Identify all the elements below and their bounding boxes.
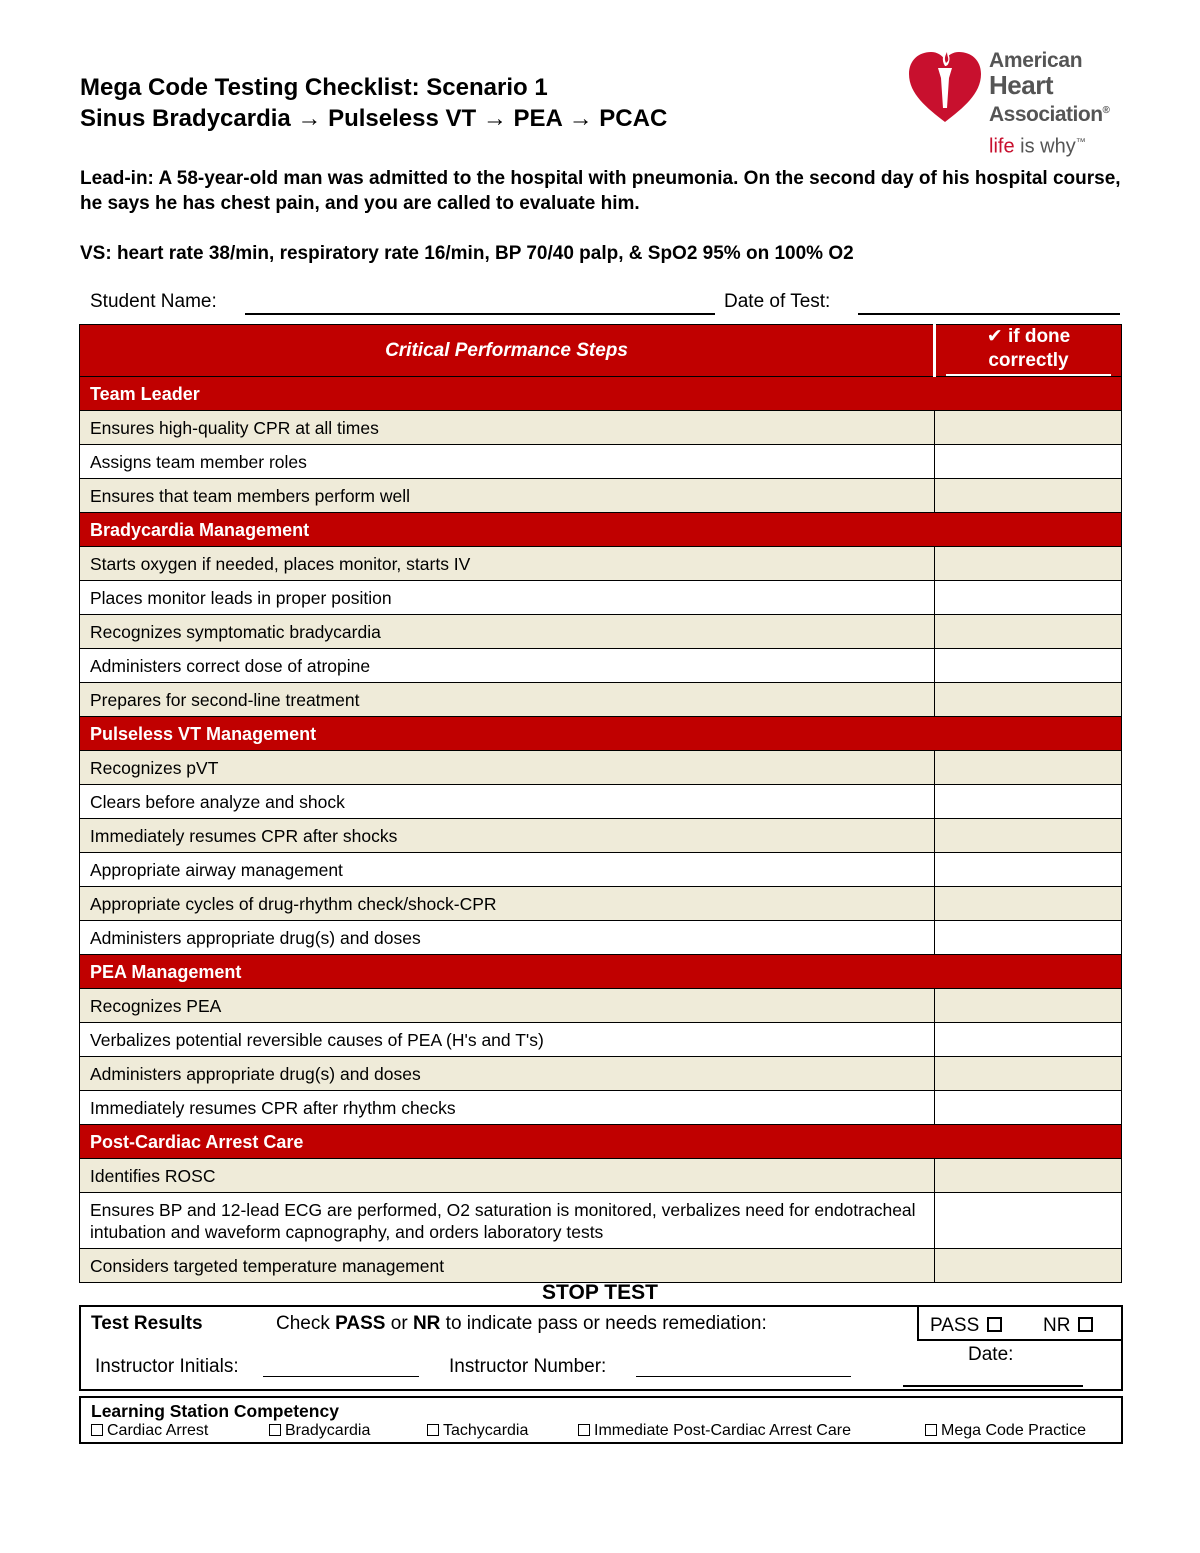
check-cell[interactable] [935, 479, 1122, 513]
table-row [80, 1249, 1122, 1283]
check-cell[interactable] [935, 1249, 1122, 1283]
step-label: Administers appropriate drug(s) and doses [80, 921, 935, 955]
check-cell[interactable] [935, 445, 1122, 479]
step-label: Appropriate airway management [80, 853, 935, 887]
checkbox-icon[interactable] [925, 1424, 937, 1436]
logo-registered-mark: ® [1102, 105, 1110, 116]
table-row [80, 751, 1122, 785]
section-header-row [80, 1125, 1122, 1159]
aha-logo [905, 38, 1130, 160]
pass-checkbox[interactable] [987, 1317, 1002, 1332]
logo-association-word: Association [989, 103, 1103, 126]
competency-option-label: Mega Code Practice [941, 1422, 1086, 1439]
section-header-row [80, 955, 1122, 989]
logo-trademark: ™ [1075, 137, 1086, 148]
logo-tagline-life: life [989, 135, 1015, 158]
date-label: Date: [968, 1344, 1014, 1365]
competency-option-post-cardiac-arrest-care[interactable] [578, 1421, 851, 1441]
instruction-pass: PASS [335, 1313, 386, 1334]
instructor-initials-field[interactable] [263, 1376, 419, 1377]
table-header-row [80, 325, 1122, 377]
step-label: Verbalizes potential reversible causes of PEA (H's and T's) [80, 1023, 935, 1057]
step-label: Clears before analyze and shock [80, 785, 935, 819]
check-header [935, 325, 1122, 377]
step-label: Ensures high-quality CPR at all times [80, 411, 935, 445]
competency-option-tachycardia[interactable] [427, 1421, 528, 1441]
checkbox-icon[interactable] [91, 1424, 103, 1436]
pass-label: PASS [930, 1315, 980, 1336]
table-row [80, 411, 1122, 445]
logo-text-american: American [989, 49, 1083, 72]
check-cell[interactable] [935, 1159, 1122, 1193]
step-label: Places monitor leads in proper position [80, 581, 935, 615]
table-row [80, 1193, 1122, 1249]
competency-option-cardiac-arrest[interactable] [91, 1421, 208, 1441]
heart-torch-icon [905, 38, 985, 128]
checkbox-icon[interactable] [427, 1424, 439, 1436]
check-cell[interactable] [935, 649, 1122, 683]
check-cell[interactable] [935, 819, 1122, 853]
table-row [80, 479, 1122, 513]
check-cell[interactable] [935, 751, 1122, 785]
competency-option-label: Tachycardia [443, 1422, 529, 1439]
instruction-nr: NR [412, 1313, 441, 1334]
table-row [80, 1057, 1122, 1091]
check-cell[interactable] [935, 1091, 1122, 1125]
critical-steps-header: Critical Performance Steps [80, 325, 935, 377]
checkbox-icon[interactable] [578, 1424, 590, 1436]
check-cell[interactable] [935, 989, 1122, 1023]
instructor-number-field[interactable] [636, 1376, 851, 1377]
check-cell[interactable] [935, 853, 1122, 887]
learning-station-competency-box [79, 1396, 1123, 1444]
title-line-1: Mega Code Testing Checklist: Scenario 1 [80, 74, 548, 101]
step-label: Prepares for second-line treatment [80, 683, 935, 717]
nr-label: NR [1043, 1315, 1071, 1336]
checklist-table [79, 324, 1122, 1283]
step-label: Considers targeted temperature management [80, 1249, 935, 1283]
table-row [80, 1159, 1122, 1193]
table-row [80, 1091, 1122, 1125]
logo-text-heart: Heart [989, 70, 1053, 100]
step-label: Starts oxygen if needed, places monitor, starts IV [80, 547, 935, 581]
check-cell[interactable] [935, 887, 1122, 921]
step-label: Assigns team member roles [80, 445, 935, 479]
instructor-initials-label: Instructor Initials: [95, 1356, 239, 1377]
table-row [80, 921, 1122, 955]
table-row [80, 989, 1122, 1023]
competency-option-label: Bradycardia [285, 1422, 371, 1439]
check-header-line-2: correctly [988, 350, 1069, 371]
instruction-part-1: Check [276, 1313, 336, 1334]
check-cell[interactable] [935, 1193, 1122, 1249]
step-label: Recognizes symptomatic bradycardia [80, 615, 935, 649]
table-row [80, 683, 1122, 717]
date-field[interactable] [903, 1385, 1083, 1387]
table-row [80, 547, 1122, 581]
table-row [80, 445, 1122, 479]
nr-option [1043, 1314, 1093, 1338]
step-label: Immediately resumes CPR after shocks [80, 819, 935, 853]
section-title: PEA Management [80, 955, 1122, 989]
section-title: Post-Cardiac Arrest Care [80, 1125, 1122, 1159]
check-header-line-1: ✔ if done [986, 326, 1071, 347]
table-row [80, 887, 1122, 921]
stop-test-heading: STOP TEST [542, 1281, 658, 1304]
step-label: Appropriate cycles of drug-rhythm check/shock-CPR [80, 887, 935, 921]
competency-option-mega-code-practice[interactable] [925, 1421, 1086, 1441]
step-label: Recognizes pVT [80, 751, 935, 785]
check-cell[interactable] [935, 581, 1122, 615]
check-cell[interactable] [935, 411, 1122, 445]
check-cell[interactable] [935, 547, 1122, 581]
test-results-box [79, 1305, 1123, 1391]
table-row [80, 819, 1122, 853]
pass-option [930, 1314, 1002, 1338]
step-label: Administers correct dose of atropine [80, 649, 935, 683]
section-title: Team Leader [80, 377, 1122, 411]
step-label: Identifies ROSC [80, 1159, 935, 1193]
table-row [80, 785, 1122, 819]
logo-tagline-rest: is why [1014, 135, 1076, 158]
student-name-label: Student Name: [90, 291, 217, 312]
test-results-instruction [276, 1312, 767, 1336]
logo-text-association [989, 100, 1109, 126]
logo-tagline [989, 132, 1086, 158]
check-cell[interactable] [935, 1023, 1122, 1057]
table-row [80, 649, 1122, 683]
table-row [80, 615, 1122, 649]
competency-option-bradycardia[interactable] [269, 1421, 370, 1441]
competency-option-label: Immediate Post-Cardiac Arrest Care [594, 1422, 851, 1439]
section-title: Pulseless VT Management [80, 717, 1122, 751]
check-cell[interactable] [935, 683, 1122, 717]
table-row [80, 581, 1122, 615]
check-cell[interactable] [935, 615, 1122, 649]
date-of-test-label: Date of Test: [724, 291, 831, 312]
section-header-row [80, 717, 1122, 751]
test-results-label: Test Results [91, 1313, 203, 1334]
checkbox-icon[interactable] [269, 1424, 281, 1436]
lead-in-text: Lead-in: A 58-year-old man was admitted to the hospital with pneumonia. On the second day of his hospital course, he says he has chest pain, and you are called to evaluate him. [80, 168, 1121, 214]
date-of-test-field[interactable] [858, 313, 1120, 315]
step-label: Recognizes PEA [80, 989, 935, 1023]
section-header-row [80, 513, 1122, 547]
competency-title: Learning Station Competency [91, 1401, 339, 1421]
page-title [80, 72, 667, 134]
table-row [80, 853, 1122, 887]
step-label: Administers appropriate drug(s) and doses [80, 1057, 935, 1091]
competency-option-label: Cardiac Arrest [107, 1422, 209, 1439]
vital-signs-text: VS: heart rate 38/min, respiratory rate 16/min, BP 70/40 palp, & SpO2 95% on 100% O2 [80, 243, 854, 264]
table-row [80, 1023, 1122, 1057]
step-label: Immediately resumes CPR after rhythm checks [80, 1091, 935, 1125]
instruction-or: or [385, 1313, 413, 1334]
title-line-2: Sinus Bradycardia → Pulseless VT → PEA → PCAC [80, 105, 668, 132]
check-cell[interactable] [935, 921, 1122, 955]
check-cell[interactable] [935, 1057, 1122, 1091]
instructor-number-label: Instructor Number: [449, 1356, 607, 1377]
section-title: Bradycardia Management [80, 513, 1122, 547]
step-label: Ensures that team members perform well [80, 479, 935, 513]
step-label: Ensures BP and 12-lead ECG are performed, O2 saturation is monitored, verbalizes need for endotracheal intubation and waveform capnography, and orders laboratory tests [80, 1193, 935, 1249]
nr-checkbox[interactable] [1078, 1317, 1093, 1332]
section-header-row [80, 377, 1122, 411]
student-name-field[interactable] [245, 313, 715, 315]
check-cell[interactable] [935, 785, 1122, 819]
instruction-part-2: to indicate pass or needs remediation: [440, 1313, 767, 1334]
